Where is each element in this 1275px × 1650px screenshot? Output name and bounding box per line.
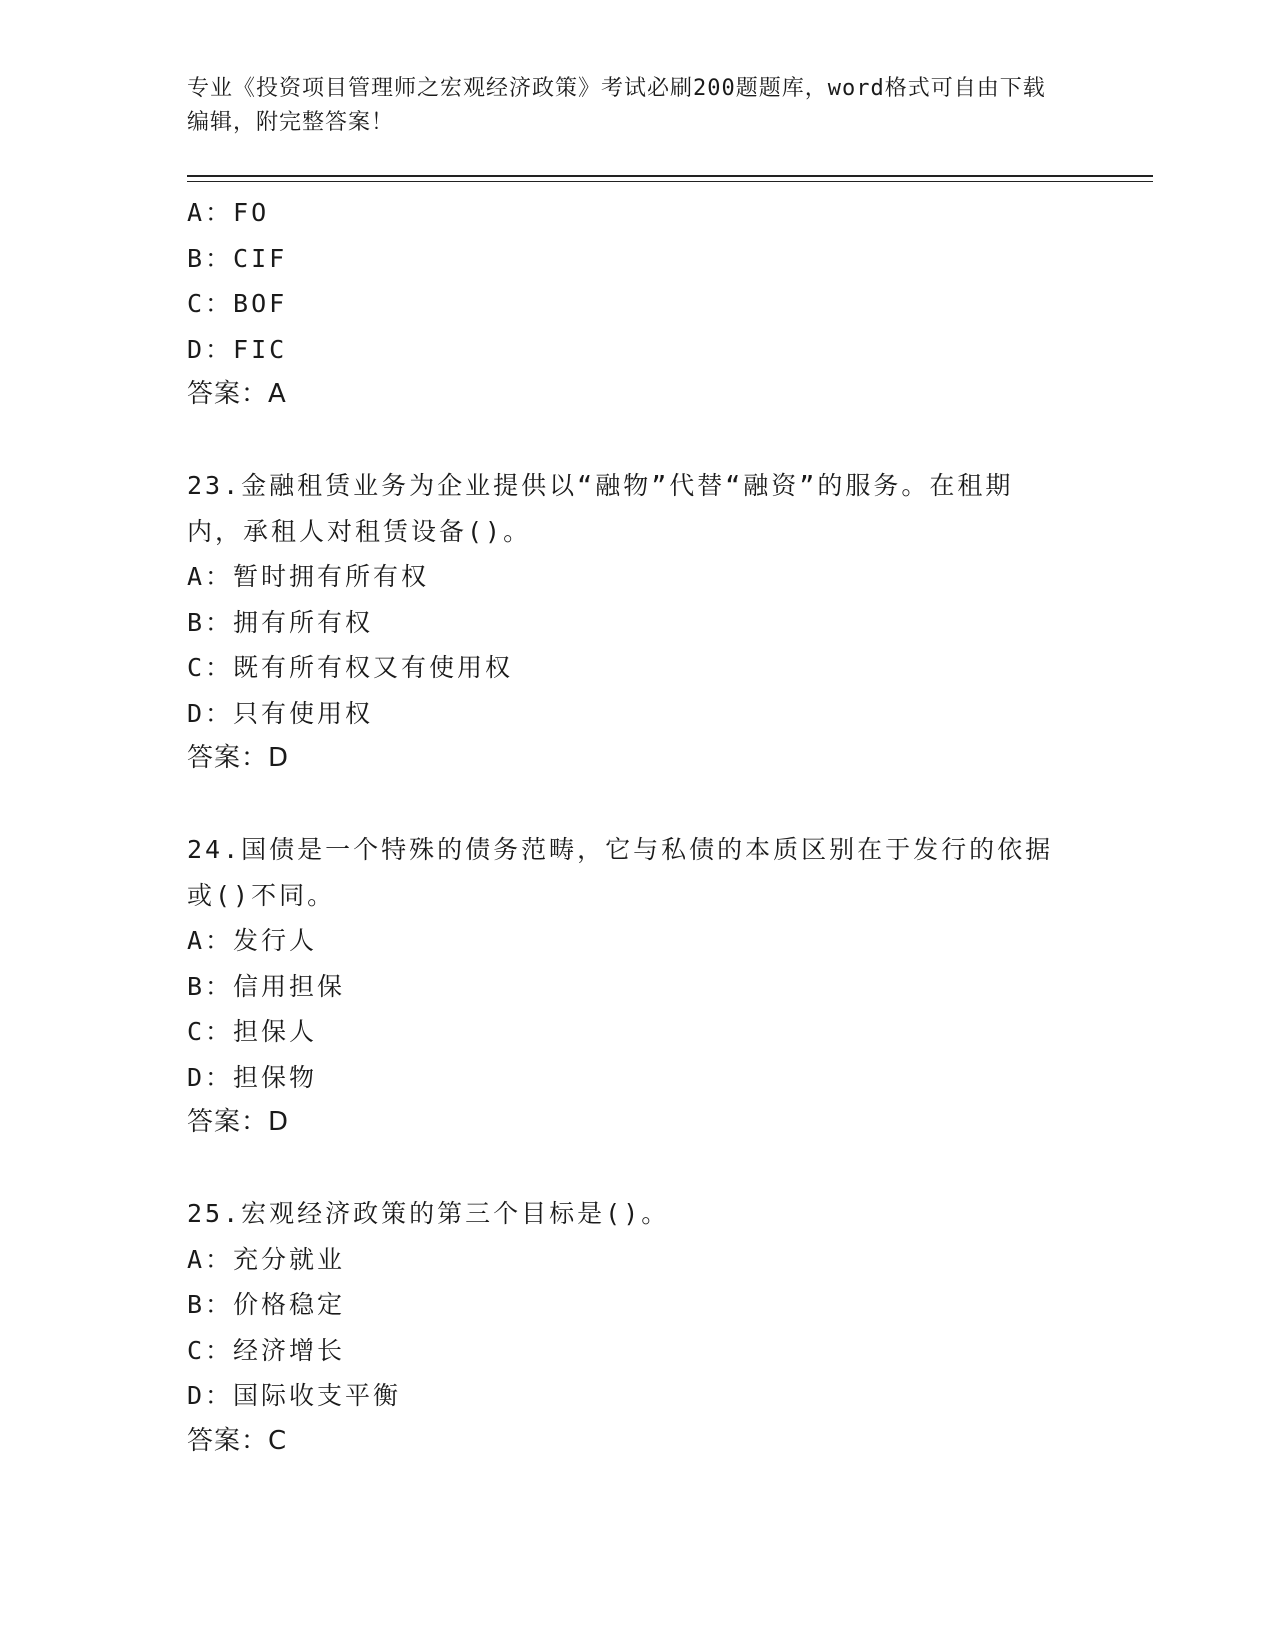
question-stem: 25.宏观经济政策的第三个目标是()。 bbox=[187, 1199, 670, 1228]
option-d: D：担保物 bbox=[187, 1062, 318, 1092]
question-list bbox=[187, 190, 1087, 1464]
option-d: D：FIC bbox=[187, 334, 288, 364]
question-25 bbox=[187, 1191, 1087, 1464]
answer: 答案：D bbox=[187, 1107, 290, 1137]
header-divider-thick bbox=[187, 175, 1153, 177]
header-divider-thin bbox=[187, 181, 1153, 182]
option-a: A：FO bbox=[187, 198, 270, 227]
option-b: B：信用担保 bbox=[187, 971, 346, 1001]
option-b: B：CIF bbox=[187, 243, 288, 273]
answer: 答案：D bbox=[187, 743, 290, 773]
question-22-tail bbox=[187, 190, 1087, 418]
question-23 bbox=[187, 463, 1087, 782]
option-d: D：只有使用权 bbox=[187, 698, 374, 728]
option-b: B：价格稳定 bbox=[187, 1290, 346, 1319]
option-a: A：发行人 bbox=[187, 926, 318, 955]
answer: 答案：A bbox=[187, 379, 287, 409]
document-header: 专业《投资项目管理师之宏观经济政策》考试必刷200题题库，word格式可自由下载编辑，附完整答案！ bbox=[187, 76, 1046, 135]
option-c: C：既有所有权又有使用权 bbox=[187, 653, 514, 682]
question-stem: 23.金融租赁业务为企业提供以“融物”代替“融资”的服务。在租期内，承租人对租赁设备()。 bbox=[187, 471, 1014, 546]
question-stem: 24.国债是一个特殊的债务范畴，它与私债的本质区别在于发行的依据或()不同。 bbox=[187, 835, 1054, 910]
option-a: A：暂时拥有所有权 bbox=[187, 562, 430, 591]
question-24 bbox=[187, 827, 1087, 1146]
option-c: C：担保人 bbox=[187, 1017, 318, 1046]
answer: 答案：C bbox=[187, 1425, 288, 1456]
option-c: C：经济增长 bbox=[187, 1335, 346, 1365]
option-d: D：国际收支平衡 bbox=[187, 1381, 402, 1410]
option-a: A：充分就业 bbox=[187, 1244, 346, 1274]
option-b: B：拥有所有权 bbox=[187, 607, 374, 637]
document-page bbox=[187, 0, 1153, 1650]
option-c: C：BOF bbox=[187, 289, 288, 318]
